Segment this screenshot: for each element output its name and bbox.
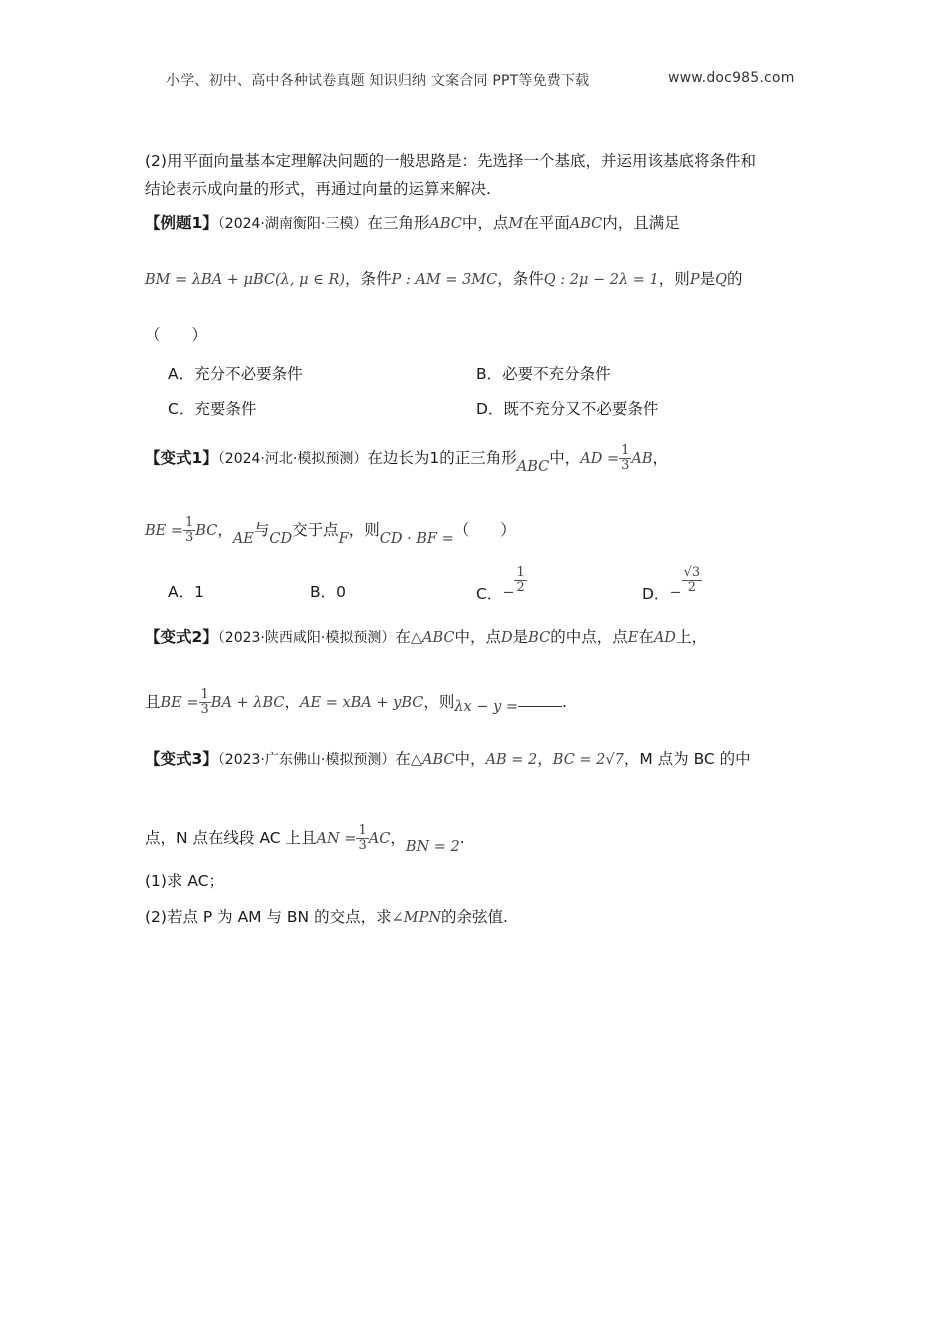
variant1-option-b[interactable]: B．0 bbox=[310, 583, 346, 601]
variant1-frac-2-den: 3 bbox=[185, 530, 194, 545]
variant1-option-d-neg: − bbox=[669, 585, 682, 601]
variant1-ae: AE bbox=[232, 531, 254, 547]
variant2-text-3: 是 bbox=[512, 628, 529, 646]
variant3-frac-den: 3 bbox=[358, 838, 367, 853]
variant1-frac-2 bbox=[183, 516, 195, 545]
variant3-frac-num: 1 bbox=[358, 823, 367, 838]
variant1-cd: CD bbox=[269, 531, 293, 547]
variant1-with: 与 bbox=[253, 521, 270, 539]
example1-tag: 【例题1】 bbox=[145, 214, 218, 232]
variant1-frac-1-num: 1 bbox=[621, 443, 630, 458]
variant1-text-1: 在边长为 bbox=[367, 449, 430, 467]
example1-source: （2024·湖南衡阳·三模） bbox=[217, 216, 368, 232]
variant1-then: ，则 bbox=[348, 521, 380, 539]
variant3-ab: AB = 2 bbox=[485, 752, 538, 768]
variant3-ac: AC bbox=[368, 831, 391, 847]
example1-is: 是 bbox=[699, 270, 716, 288]
variant2-frac-den: 3 bbox=[200, 702, 209, 717]
variant1-option-c-label: C． bbox=[476, 585, 503, 603]
variant3-source: （2023·广东佛山·模拟预测） bbox=[217, 752, 396, 768]
variant2-tag: 【变式2】 bbox=[145, 628, 218, 646]
variant3-comma: ， bbox=[537, 750, 553, 768]
variant2-d: D bbox=[501, 630, 513, 646]
variant1-option-a[interactable]: A．1 bbox=[168, 583, 204, 601]
variant1-abc: ABC bbox=[516, 459, 550, 475]
variant1-option-c-frac bbox=[514, 566, 526, 595]
variant2-expression: λx − y = bbox=[454, 699, 519, 715]
variant3-angle: ∠MPN bbox=[391, 910, 442, 926]
variant3-line-2-text: 点，N 点在线段 AC 上且 bbox=[145, 829, 317, 847]
variant2-ae: AE = xBA + yBC bbox=[300, 695, 424, 711]
variant1-option-d-den: 2 bbox=[687, 580, 697, 595]
example1-p: P bbox=[689, 272, 700, 288]
example1-condition-line bbox=[145, 266, 743, 293]
variant1-source: （2024·河北·模拟预测） bbox=[217, 451, 368, 467]
example1-text-2: 中，点 bbox=[461, 214, 509, 232]
variant1-comma: ， bbox=[652, 449, 669, 467]
variant3-question-2-end: 的余弦值. bbox=[441, 908, 508, 926]
variant3-question-2 bbox=[145, 904, 508, 931]
example1-then: ，则 bbox=[658, 270, 690, 288]
variant1-one: 1 bbox=[429, 449, 440, 467]
variant1-tag: 【变式1】 bbox=[145, 449, 218, 467]
variant1-frac-2-num: 1 bbox=[185, 515, 194, 530]
variant1-option-c-num: 1 bbox=[516, 565, 525, 580]
variant2-triangle: △ABC bbox=[410, 630, 455, 646]
variant1-option-d-frac bbox=[682, 566, 703, 595]
variant3-tag: 【变式3】 bbox=[145, 750, 218, 768]
variant3-text-1: 在 bbox=[395, 750, 411, 768]
variant1-ab: AB bbox=[631, 451, 653, 467]
intro-line-1: (2)用平面向量基本定理解决问题的一般思路是：先选择一个基底，并运用该基底将条件和 bbox=[145, 152, 756, 170]
variant3-triangle: △ABC bbox=[410, 752, 455, 768]
example1-text-3: 在平面 bbox=[523, 214, 570, 232]
variant1-bc: BC bbox=[195, 523, 218, 539]
variant3-heading bbox=[145, 746, 751, 773]
variant2-be: BE = bbox=[160, 695, 199, 711]
variant3-text-2: 中， bbox=[454, 750, 486, 768]
variant1-f: F bbox=[338, 531, 349, 547]
example1-option-c[interactable]: C．充要条件 bbox=[168, 400, 257, 418]
variant2-text-1: 在 bbox=[395, 628, 411, 646]
variant2-text-4: 的中点，点 bbox=[550, 628, 628, 646]
example1-answer-paren: （ ） bbox=[145, 326, 208, 344]
example1-abc-2: ABC bbox=[569, 216, 603, 232]
variant3-question-1: (1)求 AC； bbox=[145, 872, 225, 890]
header-banner-text: 小学、初中、高中各种试卷真题 知识归纳 文案合同 PPT等免费下载 bbox=[166, 73, 590, 89]
variant1-frac-1 bbox=[619, 444, 631, 473]
example1-cond-p: P : AM = 3MC bbox=[391, 272, 498, 288]
variant3-text-3: ，M 点为 BC 的中 bbox=[623, 750, 751, 768]
variant1-intersect: 交于点 bbox=[292, 521, 339, 539]
variant2-e: E bbox=[627, 630, 639, 646]
variant2-end: . bbox=[562, 693, 567, 711]
variant1-line-2 bbox=[145, 516, 516, 545]
variant1-ad: AD = bbox=[580, 451, 620, 467]
variant2-and: 且 bbox=[145, 693, 161, 711]
intro-line-2: 结论表示成向量的形式，再通过向量的运算来解决. bbox=[145, 180, 491, 198]
variant2-ad: AD bbox=[653, 630, 676, 646]
variant3-bc: BC = 2√7 bbox=[552, 752, 624, 768]
example1-option-d[interactable]: D．既不充分又不必要条件 bbox=[476, 400, 659, 418]
variant3-line-2 bbox=[145, 824, 465, 853]
variant2-then: ，则 bbox=[423, 693, 455, 711]
example1-cond-q: Q : 2μ − 2λ = 1 bbox=[543, 272, 659, 288]
variant1-option-c-neg: − bbox=[502, 585, 515, 601]
variant2-source: （2023·陕西咸阳·模拟预测） bbox=[217, 630, 396, 646]
variant2-comma: ， bbox=[284, 693, 301, 711]
example1-m: M bbox=[508, 216, 524, 232]
variant2-text-6: 上， bbox=[675, 628, 707, 646]
example1-heading bbox=[145, 210, 680, 237]
example1-text-4: 内，且满足 bbox=[602, 214, 680, 232]
variant2-text-5: 在 bbox=[638, 628, 654, 646]
variant2-answer-blank[interactable] bbox=[518, 694, 562, 707]
example1-text-1: 在三角形 bbox=[367, 214, 430, 232]
example1-of: 的 bbox=[726, 270, 743, 288]
variant3-comma-2: ， bbox=[390, 829, 406, 847]
variant2-frac-num: 1 bbox=[200, 687, 209, 702]
header-site-url[interactable]: www.doc985.com bbox=[668, 70, 795, 86]
variant1-text-3: 中， bbox=[549, 449, 581, 467]
variant2-line-2 bbox=[145, 688, 567, 717]
variant3-question-2-text: (2)若点 P 为 AM 与 BN 的交点，求 bbox=[145, 908, 392, 926]
variant1-comma-2: ， bbox=[217, 521, 233, 539]
variant3-end: . bbox=[459, 829, 465, 847]
variant3-an: AN = bbox=[316, 831, 357, 847]
variant1-option-d-label: D． bbox=[642, 585, 670, 603]
variant1-option-d[interactable] bbox=[642, 565, 702, 603]
variant3-bn: BN = 2 bbox=[405, 839, 460, 855]
example1-cond-p-label: ，条件 bbox=[345, 270, 392, 288]
example1-option-a[interactable]: A．充分不必要条件 bbox=[168, 365, 303, 383]
variant2-heading bbox=[145, 624, 707, 651]
variant1-answer-paren: （ ） bbox=[453, 521, 516, 539]
variant1-option-c-den: 2 bbox=[516, 580, 525, 595]
example1-cond-q-label: ，条件 bbox=[497, 270, 544, 288]
variant2-frac bbox=[199, 688, 211, 717]
variant1-frac-1-den: 3 bbox=[621, 458, 630, 473]
example1-equation: BM = λBA + μBC(λ, μ ∈ R) bbox=[145, 272, 346, 288]
variant3-frac bbox=[356, 824, 368, 853]
variant1-text-2: 的正三角形 bbox=[439, 449, 517, 467]
variant1-dot-product: CD · BF = bbox=[379, 531, 454, 547]
example1-abc: ABC bbox=[429, 216, 462, 232]
variant1-heading bbox=[145, 444, 668, 473]
variant2-bc: BC bbox=[528, 630, 551, 646]
variant1-be: BE = bbox=[145, 523, 183, 539]
variant1-option-c[interactable] bbox=[476, 565, 527, 603]
example1-option-b[interactable]: B．必要不充分条件 bbox=[476, 365, 611, 383]
example1-q: Q bbox=[715, 272, 727, 288]
variant2-rest: BA + λBC bbox=[210, 695, 285, 711]
variant1-option-d-num: √3 bbox=[683, 565, 701, 580]
variant2-text-2: 中，点 bbox=[454, 628, 502, 646]
